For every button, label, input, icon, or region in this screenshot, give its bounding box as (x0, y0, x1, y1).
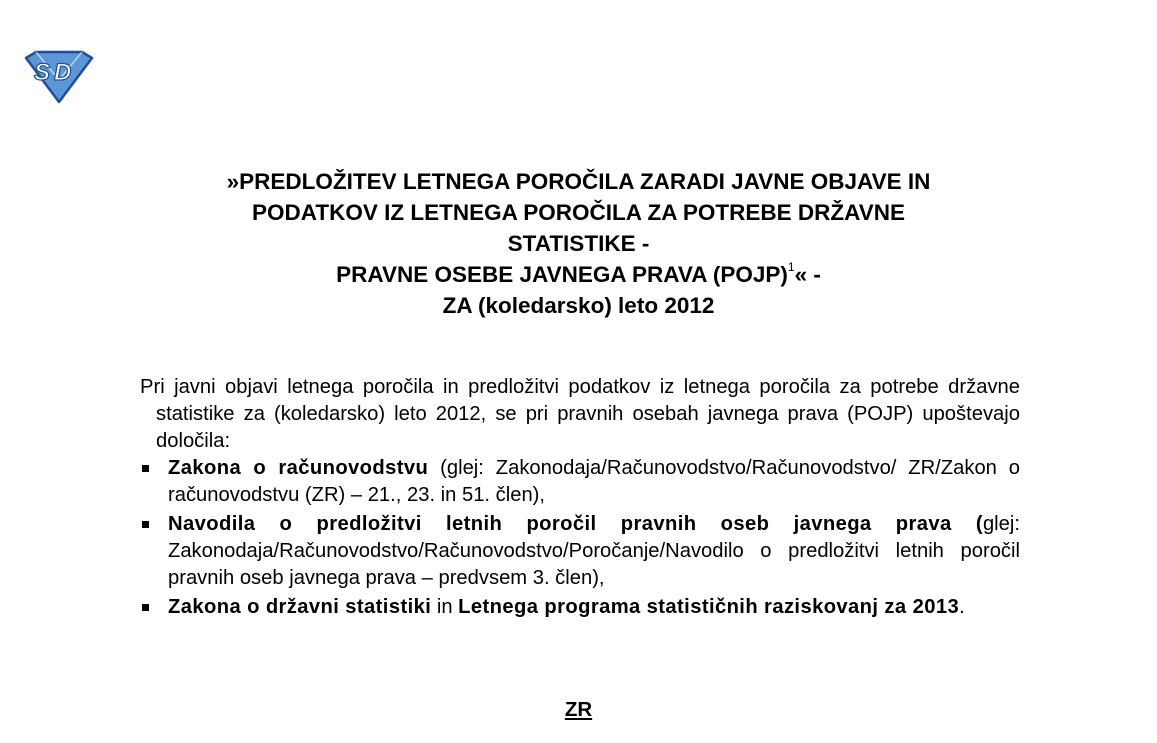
list-item-bold-2: Letnega programa statističnih raziskovanj za 2013 (458, 596, 960, 618)
logo-shield-icon (22, 50, 96, 104)
footnote-marker[interactable]: 1 (787, 260, 795, 274)
list-item (140, 594, 1020, 621)
logo (22, 50, 96, 104)
square-bullet-icon (142, 521, 149, 528)
list-item (140, 511, 1020, 592)
list-item-bold: Navodila o predložitvi letnih poročil pravnih oseb javnega prava ( (168, 513, 983, 535)
list-item-middle: in (431, 596, 459, 618)
svg-text:S: S (34, 59, 51, 86)
list-item-text: . (959, 596, 965, 618)
list-item-text: glej: Zakonodaja/Računovodstvo/Računovodstvo/Poročanje/Navodilo o predložitvi letnih poročil pravnih oseb javnega prava – predvsem 3. člen), (168, 513, 1020, 589)
title-line-1: »PREDLOŽITEV LETNEGA POROČILA ZARADI JAVNE OBJAVE IN (226, 169, 931, 194)
list-item-text: (glej: Zakonodaja/Računovodstvo/Računovodstvo/ ZR/Zakon o računovodstvu (ZR) – 21., 23. in 51. člen), (168, 457, 1020, 506)
title-line-2: PODATKOV IZ LETNEGA POROČILA ZA POTREBE DRŽAVNE (252, 200, 905, 225)
title-line-4-tail: « - (794, 262, 821, 287)
title-line-3: STATISTIKE - (507, 231, 650, 256)
list-item-bold: Zakona o računovodstvu (168, 457, 429, 479)
regulations-list (140, 455, 1020, 623)
svg-text:D: D (54, 59, 72, 86)
intro-paragraph: Pri javni objavi letnega poročila in predložitvi podatkov iz letnega poročila za potrebe državne statistike za (koledarsko) leto 2012, se pri pravnih osebah javnega prava (POJP) upoštevajo določila: (140, 376, 1020, 452)
square-bullet-icon (142, 465, 149, 472)
list-item (140, 455, 1020, 509)
list-item-bold: Zakona o državni statistiki (168, 596, 432, 618)
title-line-4 (100, 259, 1057, 290)
square-bullet-icon (142, 604, 149, 611)
title-line-4-main: PRAVNE OSEBE JAVNEGA PRAVA (POJP) (336, 262, 788, 287)
zr-section-link[interactable]: ZR (564, 698, 593, 721)
document-title (100, 166, 1057, 321)
title-line-5: ZA (koledarsko) leto 2012 (442, 293, 715, 318)
